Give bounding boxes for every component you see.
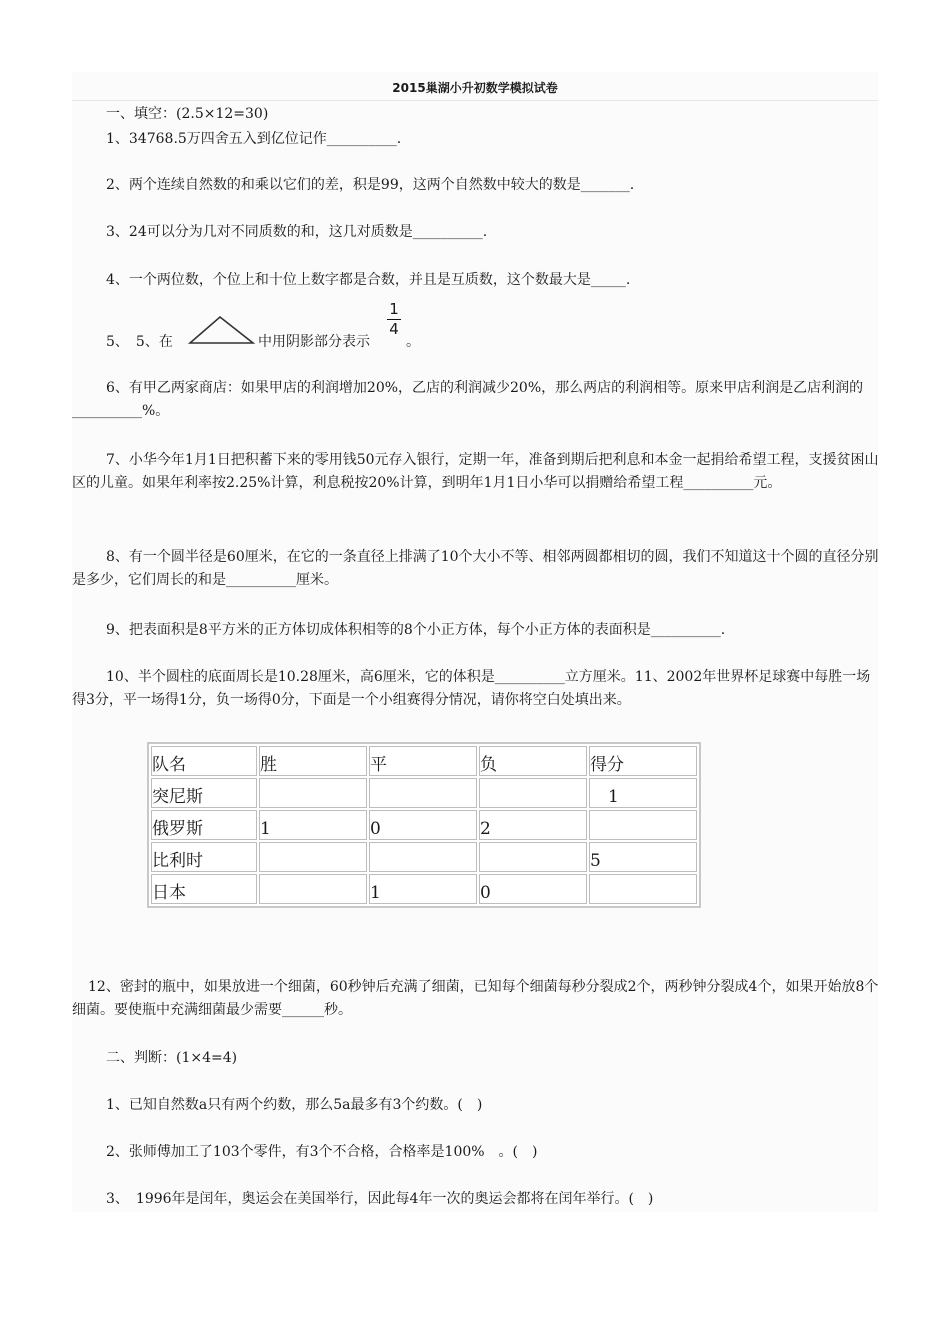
table-cell: 日本 [151,874,257,904]
question-3: 3、24可以分为几对不同质数的和，这几对质数是__________. [106,224,488,240]
table-cell: 比利时 [151,842,257,872]
question-12: 12、密封的瓶中，如果放进一个细菌，60秒钟后充满了细菌，已知每个细菌每秒分裂成2个，两秒钟分裂成4个，如果开始放8个细菌。要使瓶中充满细菌最少需要______秒。 [72,979,879,1018]
score-table [147,742,701,908]
section2-heading: 二、判断：(1×4=4) [106,1050,238,1066]
table-cell [589,874,697,904]
table-header: 队名 [151,746,257,776]
question-7: 7、小华今年1月1日把积蓄下来的零用钱50元存入银行，定期一年，准备到期后把利息和本金一起捐给希望工程，支援贫困山区的儿童。如果年利率按2.25%计算，利息税按20%计算，到明年1月1日小华可以捐赠给希望工程__________元。 [72,452,879,491]
triangle-figure [188,314,256,346]
table-cell [259,842,367,872]
table-cell [589,810,697,840]
question-9: 9、把表面积是8平方米的正方体切成体积相等的8个小正方体，每个小正方体的表面积是__________. [106,622,726,638]
fraction-one-quarter [386,301,402,338]
table-cell: 0 [369,810,477,840]
fraction-numerator: 1 [389,300,399,318]
table-cell: 1 [259,810,367,840]
table-cell: 突尼斯 [151,778,257,808]
judge-question-3: 3、 1996年是闰年，奥运会在美国举行，因此每4年一次的奥运会都将在闰年举行。( ) [106,1191,654,1207]
table-cell: 1 [369,874,477,904]
table-header: 得分 [589,746,697,776]
table-row [151,778,697,808]
table-header: 胜 [259,746,367,776]
question-6: 6、有甲乙两家商店：如果甲店的利润增加20%，乙店的利润减少20%，那么两店的利润相等。原来甲店利润是乙店利润的__________%。 [72,380,864,419]
table-header-row [151,746,697,776]
fraction-denominator: 4 [389,320,399,338]
table-header: 平 [369,746,477,776]
question-2: 2、两个连续自然数的和乘以它们的差，积是99，这两个自然数中较大的数是_______. [106,177,635,193]
table-cell: 1 [589,778,697,808]
document-title: 2015巢湖小升初数学模拟试卷 [72,76,878,101]
section1-heading: 一、填空：(2.5×12=30) [106,106,269,122]
table-cell: 0 [479,874,587,904]
table-cell: 俄罗斯 [151,810,257,840]
judge-question-1: 1、已知自然数a只有两个约数，那么5a最多有3个约数。( ) [106,1097,483,1113]
table-cell: 2 [479,810,587,840]
table-cell [259,778,367,808]
table-cell [479,778,587,808]
question-8: 8、有一个圆半径是60厘米，在它的一条直径上排满了10个大小不等、相邻两圆都相切的圆，我们不知道这十个圆的直径分别是多少，它们周长的和是__________厘米。 [72,549,879,588]
question-5-suffix: 中用阴影部分表示 [258,334,370,350]
table-cell [369,842,477,872]
judge-question-2: 2、张师傅加工了103个零件，有3个不合格，合格率是100% 。( ) [106,1144,538,1160]
table-header: 负 [479,746,587,776]
table-row [151,842,697,872]
table-cell [479,842,587,872]
question-1: 1、34768.5万四舍五入到亿位记作__________. [106,131,402,147]
question-5-end: 。 [406,334,420,350]
document-page [72,72,878,1212]
question-10-11: 10、半个圆柱的底面周长是10.28厘米，高6厘米，它的体积是__________立方厘米。11、2002年世界杯足球赛中每胜一场得3分，平一场得1分，负一场得0分，下面是一个小组赛得分情况，请你将空白处填出来。 [72,669,871,708]
question-5-prefix: 5、 5、在 [106,334,173,350]
table-cell [259,874,367,904]
table-cell [369,778,477,808]
question-4: 4、一个两位数，个位上和十位上数字都是合数，并且是互质数，这个数最大是_____. [106,272,631,288]
table-row [151,810,697,840]
table-row [151,874,697,904]
table-cell: 5 [589,842,697,872]
